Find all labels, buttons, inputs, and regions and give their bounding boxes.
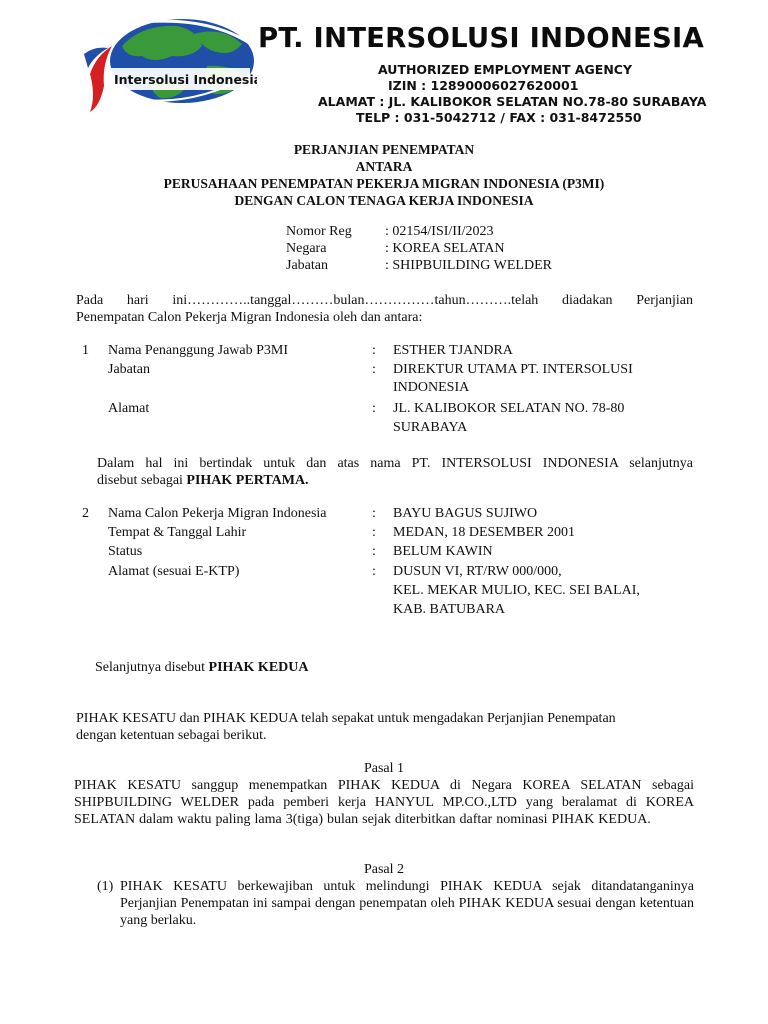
intro-line-1: Pada hari ini…………..tanggal………bulan……………tahun……….telah diadakan Perjanjian bbox=[76, 293, 693, 308]
colon: : bbox=[372, 362, 376, 377]
reg-negara-value: : KOREA SELATAN bbox=[385, 241, 505, 256]
reg-jabatan-label: Jabatan bbox=[286, 258, 328, 273]
agreement-line-1: PIHAK KESATU dan PIHAK KEDUA telah sepakat untuk mengadakan Perjanjian Penempatan bbox=[76, 711, 616, 726]
party1-name-label: Nama Penanggung Jawab P3MI bbox=[108, 343, 289, 358]
agency-label: AUTHORIZED EMPLOYMENT AGENCY bbox=[378, 62, 633, 77]
party2-name-value: BAYU BAGUS SUJIWO bbox=[393, 506, 538, 521]
reg-negara-label: Negara bbox=[286, 241, 327, 256]
intro-line-2: Penempatan Calon Pekerja Migran Indonesia oleh dan antara: bbox=[76, 310, 423, 325]
doc-title-3: PERUSAHAAN PENEMPATAN PEKERJA MIGRAN INDONESIA (P3MI) bbox=[163, 176, 605, 191]
party2-ttl-value: MEDAN, 18 DESEMBER 2001 bbox=[393, 525, 576, 540]
agreement-line-2: dengan ketentuan sebagai berikut. bbox=[76, 728, 267, 743]
doc-title-4: DENGAN CALON TENAGA KERJA INDONESIA bbox=[234, 193, 534, 208]
izin-number: IZIN : 1289000602762000​1 bbox=[388, 78, 579, 93]
colon: : bbox=[372, 343, 376, 358]
doc-title-2: ANTARA bbox=[355, 159, 413, 174]
doc-title-1: PERJANJIAN PENEMPATAN bbox=[293, 142, 475, 157]
party2-status-label: Status bbox=[108, 544, 143, 559]
colon: : bbox=[372, 525, 376, 540]
pasal2-item1-text: PIHAK KESATU berkewajiban untuk melindungi PIHAK KEDUA sejak ditandatanganinya Perjanjian Penempatan ini sampai dengan penempatan oleh PIHAK KEDUA sesuai dengan ketentuan yang berlaku. bbox=[120, 879, 694, 928]
pasal1-text: PIHAK KESATU sanggup menempatkan PIHAK KEDUA di Negara KOREA SELATAN sebagai SHIPBUILDING WELDER pada pemberi kerja HANYUL MP.CO.,LTD yang beralamat di KOREA SELATAN dalam waktu paling lama 3(tiga) bulan sejak diterbitkan daftar nominasi PIHAK KEDUA. bbox=[74, 778, 694, 827]
party2-status-value: BELUM KAWIN bbox=[393, 544, 493, 559]
company-phone: TELP : 031-5042712 / FAX : 031-8472550 bbox=[356, 110, 642, 125]
party1-jabatan-value-2: INDONESIA bbox=[393, 380, 470, 395]
party1-jabatan-label: Jabatan bbox=[108, 362, 150, 377]
colon: : bbox=[372, 544, 376, 559]
colon: : bbox=[372, 564, 376, 579]
party2-alamat-value-3: KAB. BATUBARA bbox=[393, 602, 506, 617]
colon: : bbox=[372, 401, 376, 416]
party1-jabatan-value-1: DIREKTUR UTAMA PT. INTERSOLUSI bbox=[393, 362, 633, 377]
company-logo bbox=[82, 16, 257, 114]
party1-alamat-value-1: JL. KALIBOKOR SELATAN NO. 78-80 bbox=[393, 401, 625, 416]
party2-alamat-value-2: KEL. MEKAR MULIO, KEC. SEI BALAI, bbox=[393, 583, 640, 598]
pasal1-title: Pasal 1 bbox=[363, 761, 405, 776]
logo-text: Intersolusi Indonesia bbox=[114, 72, 257, 87]
company-address: ALAMAT : JL. KALIBOKOR SELATAN NO.78-80 SURABAYA bbox=[318, 94, 707, 109]
party2-alamat-value-1: DUSUN VI, RT/RW 000/000, bbox=[393, 564, 562, 579]
pasal2-title: Pasal 2 bbox=[363, 862, 405, 877]
party1-alamat-value-2: SURABAYA bbox=[393, 420, 468, 435]
party2-number: 2 bbox=[82, 506, 89, 521]
party1-alamat-label: Alamat bbox=[108, 401, 150, 416]
colon: : bbox=[372, 506, 376, 521]
party2-name-label: Nama Calon Pekerja Migran Indonesia bbox=[108, 506, 327, 521]
reg-jabatan-value: : SHIPBUILDING WELDER bbox=[385, 258, 552, 273]
party1-number: 1 bbox=[82, 343, 89, 358]
company-name: PT. INTERSOLUSI INDONESIA bbox=[258, 22, 704, 54]
reg-nomor-label: Nomor Reg bbox=[286, 224, 352, 239]
party2-ttl-label: Tempat & Tanggal Lahir bbox=[108, 525, 247, 540]
party1-note-line-1: Dalam hal ini bertindak untuk dan atas nama PT. INTERSOLUSI INDONESIA selanjutnya bbox=[97, 456, 693, 471]
party2-alamat-label: Alamat (sesuai E-KTP) bbox=[108, 564, 240, 579]
party2-note: Selanjutnya disebut PIHAK KEDUA bbox=[95, 660, 309, 675]
globe-logo-icon bbox=[82, 16, 257, 114]
party1-note-line-2: disebut sebagai PIHAK PERTAMA. bbox=[97, 473, 309, 488]
pasal2-item1-number: (1) bbox=[97, 879, 114, 894]
reg-nomor-value: : 02154/ISI/II/2023 bbox=[385, 224, 494, 239]
party1-name-value: ESTHER TJANDRA bbox=[393, 343, 513, 358]
